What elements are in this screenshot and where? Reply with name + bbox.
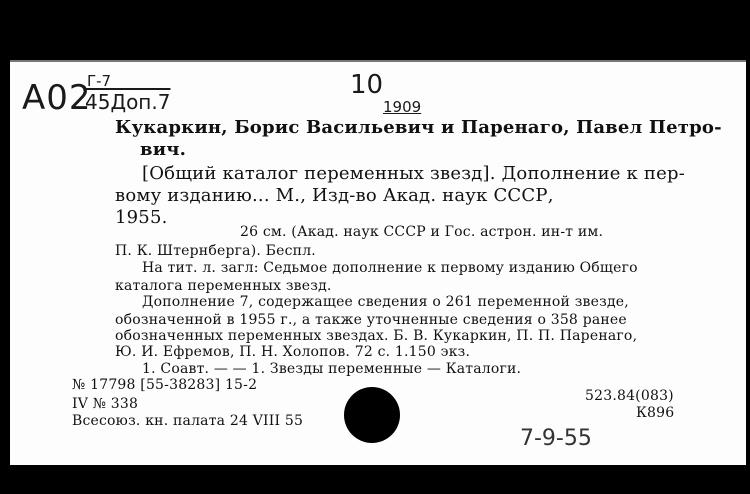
shelf-mark: А02 [22, 78, 92, 118]
note-1-line-2: каталога переменных звезд. [115, 278, 332, 294]
note-2-line-2: обозначенной в 1955 г., а также уточненные сведения о 358 ранее [115, 312, 627, 328]
top-number: 10 [350, 70, 384, 100]
date-note: 7-9-55 [520, 426, 592, 451]
heading: Кукаркин, Борис Васильевич и Паренаго, Павел Петро- [115, 117, 722, 138]
class-udc: 523.84(083) [585, 388, 674, 404]
year-note: 1909 [383, 98, 422, 116]
collation-line-1: 26 см. (Акад. наук СССР и Гос. астрон. ин-т им. [240, 224, 604, 240]
note-2-line-4: Ю. И. Ефремов, П. Н. Холопов. 72 с. 1.150 экз. [115, 344, 471, 360]
punch-hole [344, 387, 400, 443]
number-line: № 17798 [55-38283] 15-2 [72, 377, 258, 393]
class-code: К896 [636, 405, 675, 421]
heading-cont: вич. [140, 139, 187, 160]
shelf-mark-top: Г-7 [87, 72, 112, 90]
chamber-line: Всесоюз. кн. палата 24 VIII 55 [72, 413, 304, 429]
shelf-mark-bottom: 45Доп.7 [85, 90, 171, 114]
title-line-1: [Общий каталог переменных звезд]. Дополнение к пер- [142, 163, 685, 184]
volume-line: IV № 338 [72, 396, 139, 412]
note-2-line-1: Дополнение 7, содержащее сведения о 261 переменной звезде, [142, 294, 629, 310]
note-2-line-3: обозначенных переменных звездах. Б. В. Кукаркин, П. П. Паренаго, [115, 328, 638, 344]
title-line-2: вому изданию... М., Изд-во Акад. наук СССР, [115, 185, 554, 206]
subject-line: 1. Соавт. — — 1. Звезды переменные — Каталоги. [142, 361, 522, 377]
note-1-line-1: На тит. л. загл: Седьмое дополнение к первому изданию Общего [142, 260, 638, 276]
title-line-3: 1955. [115, 207, 168, 228]
collation-line-2: П. К. Штернберга). Беспл. [115, 243, 316, 259]
